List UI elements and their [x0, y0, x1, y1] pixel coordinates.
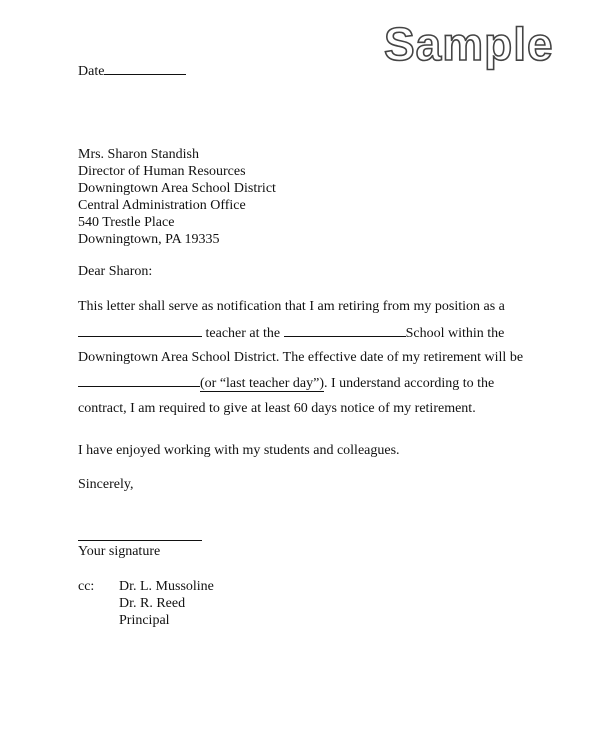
recipient-city: Downingtown, PA 19335 [78, 232, 220, 247]
cc-recipient: Dr. L. Mussoline [119, 579, 214, 594]
watermark-text: Sample [384, 18, 554, 70]
recipient-address [78, 146, 276, 248]
sample-watermark [380, 18, 600, 78]
body-line-1: This letter shall serve as notification that I am retiring from my position as a [78, 299, 505, 314]
sample-watermark-graphic [380, 18, 600, 78]
recipient-title: Director of Human Resources [78, 164, 246, 179]
cc-list [119, 578, 214, 629]
closing: Sincerely, [78, 477, 134, 492]
date-line [78, 62, 186, 80]
date-label: Date [78, 64, 105, 79]
body-line-2-a: teacher at the [205, 326, 281, 341]
cc-recipient: Dr. R. Reed [119, 596, 186, 611]
signature-line [78, 540, 202, 541]
body-line-4 [78, 374, 494, 392]
signature-label: Your signature [78, 544, 161, 559]
position-blank [78, 324, 202, 337]
salutation: Dear Sharon: [78, 264, 153, 279]
body-line-4-b: . I understand according to the [323, 376, 495, 391]
recipient-street: 540 Trestle Place [78, 215, 175, 230]
body-line-5: contract, I am required to give at least 60 days notice of my retirement. [78, 401, 476, 416]
body-line-3: Downingtown Area School District. The effective date of my retirement will be [78, 350, 524, 365]
cc-recipient: Principal [119, 613, 170, 628]
body-line-2-b: School within the [405, 326, 505, 341]
recipient-office: Central Administration Office [78, 198, 246, 213]
recipient-organization: Downingtown Area School District [78, 181, 276, 196]
school-blank [284, 324, 406, 337]
body-line-2 [78, 324, 504, 342]
retirement-date-blank [78, 374, 200, 387]
date-blank [104, 62, 186, 75]
recipient-name: Mrs. Sharon Standish [78, 147, 199, 162]
body-line-4-a: (or “last teacher day”) [200, 376, 324, 391]
body-line-6: I have enjoyed working with my students and colleagues. [78, 443, 400, 458]
cc-label: cc: [78, 579, 95, 594]
